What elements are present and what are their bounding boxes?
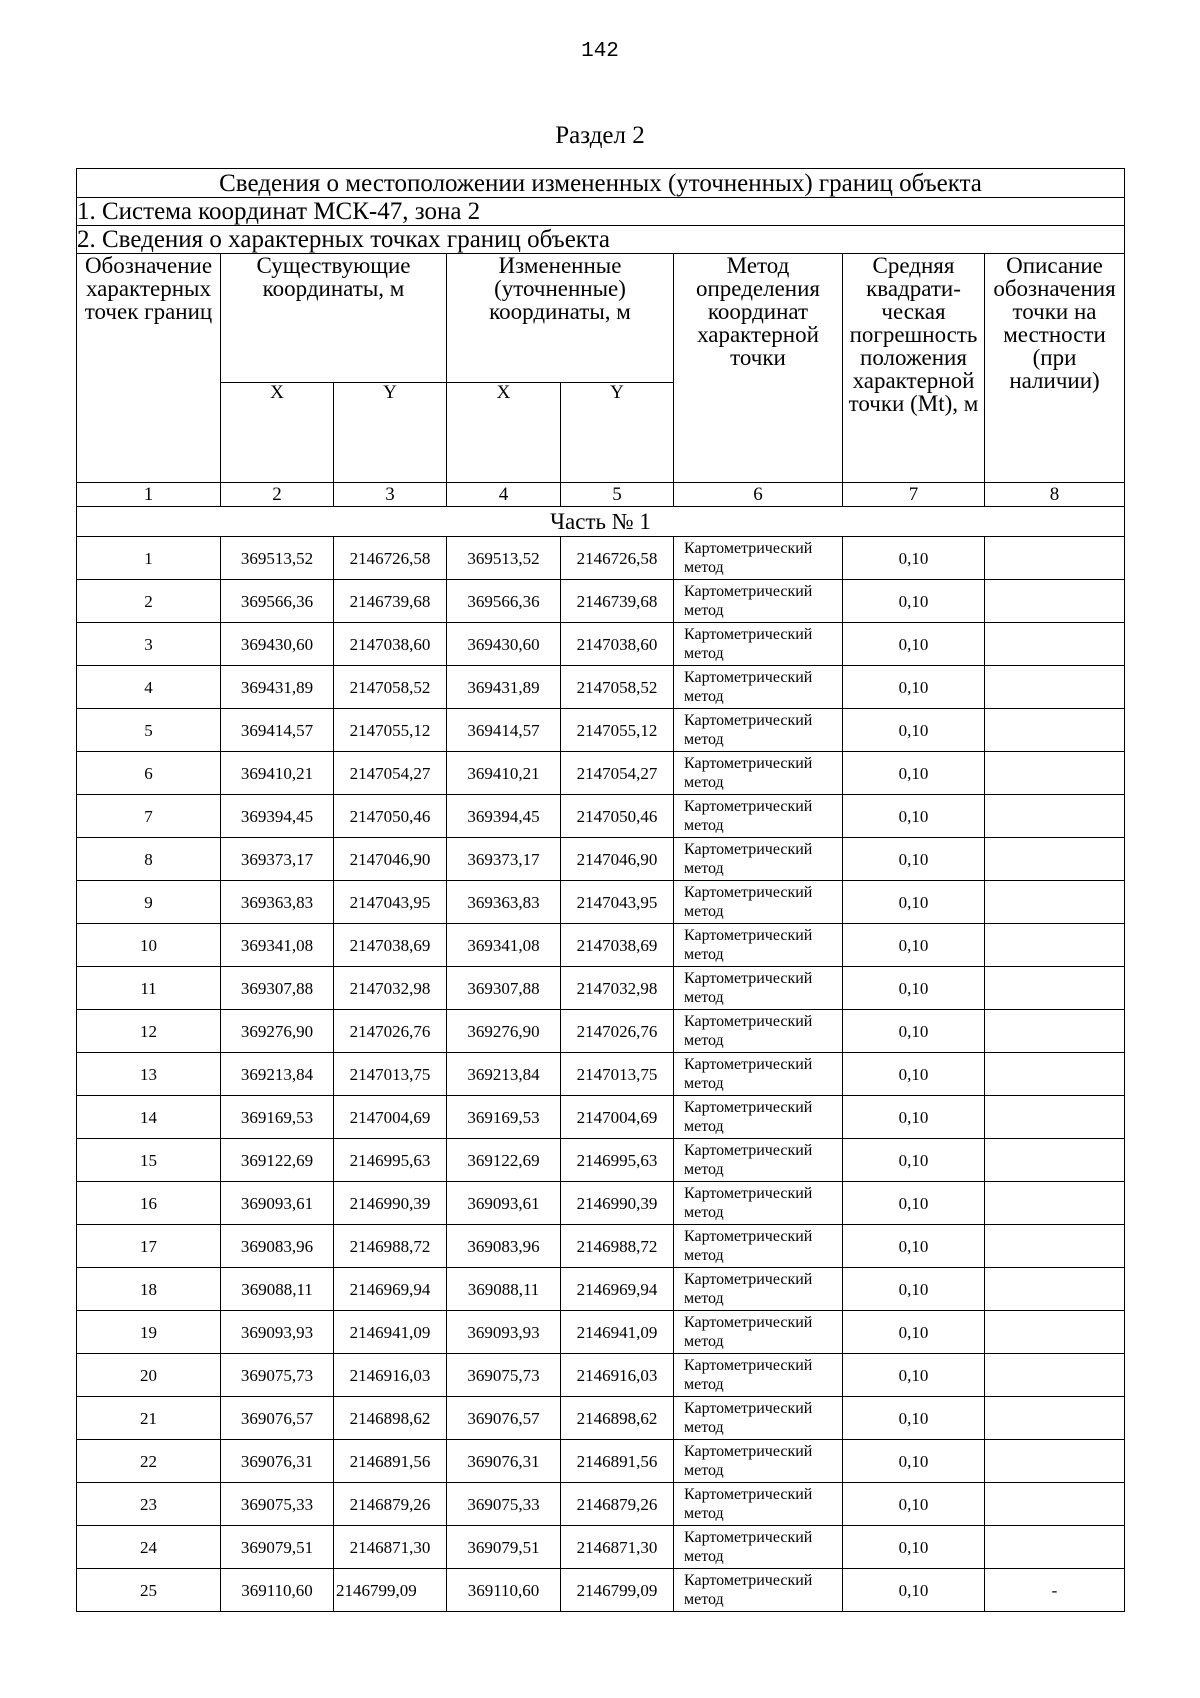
changed-y-cell: 2147026,76 [561, 1010, 674, 1053]
table-row [77, 1440, 1125, 1483]
table-row [77, 537, 1125, 580]
error-cell: 0,10 [843, 1139, 985, 1182]
description-cell [985, 752, 1125, 795]
table-row [77, 580, 1125, 623]
method-cell: Картометрический метод [674, 1268, 843, 1311]
table-row [77, 881, 1125, 924]
point-number-cell: 21 [77, 1397, 221, 1440]
boundary-points-table [76, 168, 1125, 1612]
error-cell: 0,10 [843, 1268, 985, 1311]
existing-x-cell: 369169,53 [221, 1096, 334, 1139]
changed-x-cell: 369079,51 [447, 1526, 561, 1569]
points-heading: 2. Сведения о характерных точках границ объекта [77, 226, 1125, 254]
description-cell: - [985, 1569, 1125, 1612]
description-cell [985, 1440, 1125, 1483]
error-cell: 0,10 [843, 881, 985, 924]
table-row [77, 1268, 1125, 1311]
error-cell: 0,10 [843, 752, 985, 795]
description-cell [985, 1483, 1125, 1526]
page-number: 142 [581, 40, 619, 63]
error-cell: 0,10 [843, 1526, 985, 1569]
changed-y-cell: 2146871,30 [561, 1526, 674, 1569]
column-number-row [77, 483, 1125, 507]
description-cell [985, 1182, 1125, 1225]
changed-y-cell: 2146995,63 [561, 1139, 674, 1182]
column-number: 1 [77, 483, 221, 507]
point-number-cell: 1 [77, 537, 221, 580]
point-number-cell: 19 [77, 1311, 221, 1354]
points-heading-row [77, 226, 1125, 254]
table-row [77, 1311, 1125, 1354]
table-row [77, 1526, 1125, 1569]
table-row [77, 1569, 1125, 1612]
description-cell [985, 666, 1125, 709]
changed-y-cell: 2147050,46 [561, 795, 674, 838]
method-cell: Картометрический метод [674, 1096, 843, 1139]
header-existing: Существующие координаты, м [221, 254, 447, 383]
error-cell: 0,10 [843, 1440, 985, 1483]
changed-x-cell: 369076,57 [447, 1397, 561, 1440]
existing-y-cell: 2146995,63 [334, 1139, 447, 1182]
header-changed-y: Y [561, 383, 674, 483]
existing-x-cell: 369093,93 [221, 1311, 334, 1354]
point-number-cell: 10 [77, 924, 221, 967]
existing-x-cell: 369373,17 [221, 838, 334, 881]
table-row [77, 967, 1125, 1010]
existing-y-cell: 2146879,26 [334, 1483, 447, 1526]
changed-y-cell: 2146726,58 [561, 537, 674, 580]
error-cell: 0,10 [843, 1311, 985, 1354]
changed-y-cell: 2147038,69 [561, 924, 674, 967]
changed-x-cell: 369566,36 [447, 580, 561, 623]
description-cell [985, 881, 1125, 924]
existing-y-cell: 2147038,69 [334, 924, 447, 967]
changed-x-cell: 369341,08 [447, 924, 561, 967]
point-number-cell: 17 [77, 1225, 221, 1268]
changed-y-cell: 2147055,12 [561, 709, 674, 752]
description-cell [985, 1311, 1125, 1354]
changed-y-cell: 2146941,09 [561, 1311, 674, 1354]
method-cell: Картометрический метод [674, 1053, 843, 1096]
description-cell [985, 967, 1125, 1010]
point-number-cell: 2 [77, 580, 221, 623]
existing-y-cell: 2147058,52 [334, 666, 447, 709]
error-cell: 0,10 [843, 838, 985, 881]
changed-x-cell: 369363,83 [447, 881, 561, 924]
error-cell: 0,10 [843, 1397, 985, 1440]
table-row [77, 1483, 1125, 1526]
method-cell: Картометрический метод [674, 1483, 843, 1526]
error-cell: 0,10 [843, 924, 985, 967]
point-number-cell: 8 [77, 838, 221, 881]
existing-x-cell: 369430,60 [221, 623, 334, 666]
changed-x-cell: 369430,60 [447, 623, 561, 666]
method-cell: Картометрический метод [674, 1397, 843, 1440]
description-cell [985, 1354, 1125, 1397]
point-number-cell: 12 [77, 1010, 221, 1053]
header-row [77, 254, 1125, 383]
method-cell: Картометрический метод [674, 1526, 843, 1569]
table-row [77, 752, 1125, 795]
error-cell: 0,10 [843, 623, 985, 666]
error-cell: 0,10 [843, 1354, 985, 1397]
changed-x-cell: 369088,11 [447, 1268, 561, 1311]
existing-y-cell: 2147055,12 [334, 709, 447, 752]
description-cell [985, 1225, 1125, 1268]
description-cell [985, 1397, 1125, 1440]
header-error: Средняя квадрати- ческая погрешность положения характерной точки (Mt), м [843, 254, 985, 483]
method-cell: Картометрический метод [674, 1569, 843, 1612]
changed-y-cell: 2146988,72 [561, 1225, 674, 1268]
column-number: 6 [674, 483, 843, 507]
description-cell [985, 1096, 1125, 1139]
point-number-cell: 20 [77, 1354, 221, 1397]
error-cell: 0,10 [843, 537, 985, 580]
changed-x-cell: 369110,60 [447, 1569, 561, 1612]
changed-y-cell: 2146969,94 [561, 1268, 674, 1311]
changed-x-cell: 369169,53 [447, 1096, 561, 1139]
point-number-cell: 23 [77, 1483, 221, 1526]
description-cell [985, 623, 1125, 666]
column-number: 5 [561, 483, 674, 507]
description-cell [985, 537, 1125, 580]
column-number: 3 [334, 483, 447, 507]
method-cell: Картометрический метод [674, 1225, 843, 1268]
point-number-cell: 22 [77, 1440, 221, 1483]
description-cell [985, 1526, 1125, 1569]
existing-x-cell: 369213,84 [221, 1053, 334, 1096]
changed-x-cell: 369122,69 [447, 1139, 561, 1182]
point-number-cell: 13 [77, 1053, 221, 1096]
existing-x-cell: 369122,69 [221, 1139, 334, 1182]
header-changed: Измененные (уточненные) координаты, м [447, 254, 674, 383]
existing-x-cell: 369394,45 [221, 795, 334, 838]
changed-x-cell: 369093,61 [447, 1182, 561, 1225]
changed-x-cell: 369276,90 [447, 1010, 561, 1053]
changed-x-cell: 369093,93 [447, 1311, 561, 1354]
table-row [77, 709, 1125, 752]
existing-y-cell: 2146871,30 [334, 1526, 447, 1569]
point-number-cell: 11 [77, 967, 221, 1010]
existing-x-cell: 369076,57 [221, 1397, 334, 1440]
coordinate-system-row [77, 198, 1125, 226]
table-row [77, 1139, 1125, 1182]
table-row [77, 838, 1125, 881]
method-cell: Картометрический метод [674, 967, 843, 1010]
point-number-cell: 6 [77, 752, 221, 795]
existing-y-cell: 2146898,62 [334, 1397, 447, 1440]
existing-x-cell: 369431,89 [221, 666, 334, 709]
changed-y-cell: 2146990,39 [561, 1182, 674, 1225]
existing-x-cell: 369414,57 [221, 709, 334, 752]
method-cell: Картометрический метод [674, 838, 843, 881]
changed-x-cell: 369076,31 [447, 1440, 561, 1483]
method-cell: Картометрический метод [674, 881, 843, 924]
description-cell [985, 924, 1125, 967]
existing-y-cell: 2146799,09 [334, 1569, 447, 1612]
existing-x-cell: 369083,96 [221, 1225, 334, 1268]
changed-y-cell: 2147038,60 [561, 623, 674, 666]
changed-x-cell: 369083,96 [447, 1225, 561, 1268]
changed-x-cell: 369075,33 [447, 1483, 561, 1526]
column-number: 8 [985, 483, 1125, 507]
error-cell: 0,10 [843, 967, 985, 1010]
header-designation: Обозначение характерных точек границ [77, 254, 221, 483]
error-cell: 0,10 [843, 1010, 985, 1053]
changed-x-cell: 369410,21 [447, 752, 561, 795]
changed-x-cell: 369373,17 [447, 838, 561, 881]
existing-y-cell: 2147004,69 [334, 1096, 447, 1139]
description-cell [985, 709, 1125, 752]
point-number-cell: 3 [77, 623, 221, 666]
point-number-cell: 16 [77, 1182, 221, 1225]
table-row [77, 1182, 1125, 1225]
changed-x-cell: 369431,89 [447, 666, 561, 709]
existing-x-cell: 369341,08 [221, 924, 334, 967]
existing-x-cell: 369513,52 [221, 537, 334, 580]
existing-y-cell: 2146969,94 [334, 1268, 447, 1311]
method-cell: Картометрический метод [674, 752, 843, 795]
existing-y-cell: 2147050,46 [334, 795, 447, 838]
existing-y-cell: 2146739,68 [334, 580, 447, 623]
table-title: Сведения о местоположении измененных (уточненных) границ объекта [77, 169, 1125, 198]
table-row [77, 666, 1125, 709]
existing-x-cell: 369307,88 [221, 967, 334, 1010]
existing-x-cell: 369088,11 [221, 1268, 334, 1311]
error-cell: 0,10 [843, 795, 985, 838]
error-cell: 0,10 [843, 580, 985, 623]
description-cell [985, 795, 1125, 838]
changed-y-cell: 2147046,90 [561, 838, 674, 881]
error-cell: 0,10 [843, 1096, 985, 1139]
point-number-cell: 25 [77, 1569, 221, 1612]
table-body [77, 169, 1125, 1612]
existing-y-cell: 2147032,98 [334, 967, 447, 1010]
changed-x-cell: 369213,84 [447, 1053, 561, 1096]
method-cell: Картометрический метод [674, 1139, 843, 1182]
point-number-cell: 14 [77, 1096, 221, 1139]
changed-x-cell: 369307,88 [447, 967, 561, 1010]
table-row [77, 924, 1125, 967]
existing-x-cell: 369075,33 [221, 1483, 334, 1526]
existing-y-cell: 2146990,39 [334, 1182, 447, 1225]
existing-x-cell: 369566,36 [221, 580, 334, 623]
existing-x-cell: 369276,90 [221, 1010, 334, 1053]
header-existing-y: Y [334, 383, 447, 483]
existing-y-cell: 2147046,90 [334, 838, 447, 881]
existing-x-cell: 369075,73 [221, 1354, 334, 1397]
changed-x-cell: 369414,57 [447, 709, 561, 752]
existing-x-cell: 369410,21 [221, 752, 334, 795]
changed-x-cell: 369075,73 [447, 1354, 561, 1397]
changed-y-cell: 2146739,68 [561, 580, 674, 623]
changed-y-cell: 2147032,98 [561, 967, 674, 1010]
error-cell: 0,10 [843, 1483, 985, 1526]
existing-y-cell: 2146891,56 [334, 1440, 447, 1483]
column-number: 7 [843, 483, 985, 507]
existing-y-cell: 2146941,09 [334, 1311, 447, 1354]
changed-y-cell: 2146891,56 [561, 1440, 674, 1483]
table-row [77, 795, 1125, 838]
point-number-cell: 4 [77, 666, 221, 709]
error-cell: 0,10 [843, 1053, 985, 1096]
method-cell: Картометрический метод [674, 580, 843, 623]
method-cell: Картометрический метод [674, 1010, 843, 1053]
method-cell: Картометрический метод [674, 1354, 843, 1397]
existing-x-cell: 369079,51 [221, 1526, 334, 1569]
existing-y-cell: 2146988,72 [334, 1225, 447, 1268]
point-number-cell: 24 [77, 1526, 221, 1569]
header-description: Описание обозначения точки на местности (при наличии) [985, 254, 1125, 483]
table-row [77, 1397, 1125, 1440]
changed-y-cell: 2147058,52 [561, 666, 674, 709]
point-number-cell: 7 [77, 795, 221, 838]
existing-y-cell: 2146916,03 [334, 1354, 447, 1397]
table-row [77, 1010, 1125, 1053]
existing-y-cell: 2147026,76 [334, 1010, 447, 1053]
table-row [77, 1053, 1125, 1096]
column-number: 2 [221, 483, 334, 507]
error-cell: 0,10 [843, 1225, 985, 1268]
error-cell: 0,10 [843, 709, 985, 752]
table-row [77, 623, 1125, 666]
changed-y-cell: 2146879,26 [561, 1483, 674, 1526]
changed-y-cell: 2146898,62 [561, 1397, 674, 1440]
header-changed-x: X [447, 383, 561, 483]
point-number-cell: 9 [77, 881, 221, 924]
description-cell [985, 838, 1125, 881]
changed-y-cell: 2146799,09 [561, 1569, 674, 1612]
table-row [77, 1096, 1125, 1139]
method-cell: Картометрический метод [674, 1182, 843, 1225]
point-number-cell: 18 [77, 1268, 221, 1311]
existing-y-cell: 2147038,60 [334, 623, 447, 666]
header-method: Метод определения координат характерной точки [674, 254, 843, 483]
description-cell [985, 1139, 1125, 1182]
method-cell: Картометрический метод [674, 709, 843, 752]
changed-y-cell: 2147004,69 [561, 1096, 674, 1139]
existing-y-cell: 2146726,58 [334, 537, 447, 580]
table-title-row [77, 169, 1125, 198]
existing-x-cell: 369363,83 [221, 881, 334, 924]
changed-y-cell: 2147013,75 [561, 1053, 674, 1096]
part-row [77, 507, 1125, 537]
existing-x-cell: 369093,61 [221, 1182, 334, 1225]
error-cell: 0,10 [843, 1182, 985, 1225]
method-cell: Картометрический метод [674, 795, 843, 838]
description-cell [985, 1010, 1125, 1053]
error-cell: 0,10 [843, 666, 985, 709]
changed-x-cell: 369394,45 [447, 795, 561, 838]
existing-y-cell: 2147013,75 [334, 1053, 447, 1096]
existing-x-cell: 369110,60 [221, 1569, 334, 1612]
description-cell [985, 580, 1125, 623]
description-cell [985, 1268, 1125, 1311]
changed-x-cell: 369513,52 [447, 537, 561, 580]
description-cell [985, 1053, 1125, 1096]
header-existing-x: X [221, 383, 334, 483]
method-cell: Картометрический метод [674, 924, 843, 967]
method-cell: Картометрический метод [674, 1440, 843, 1483]
existing-y-cell: 2147054,27 [334, 752, 447, 795]
method-cell: Картометрический метод [674, 537, 843, 580]
method-cell: Картометрический метод [674, 1311, 843, 1354]
table-row [77, 1354, 1125, 1397]
column-number: 4 [447, 483, 561, 507]
table-row [77, 1225, 1125, 1268]
part-label: Часть № 1 [77, 507, 1125, 537]
existing-y-cell: 2147043,95 [334, 881, 447, 924]
method-cell: Картометрический метод [674, 623, 843, 666]
point-number-cell: 5 [77, 709, 221, 752]
changed-y-cell: 2147054,27 [561, 752, 674, 795]
method-cell: Картометрический метод [674, 666, 843, 709]
point-number-cell: 15 [77, 1139, 221, 1182]
error-cell: 0,10 [843, 1569, 985, 1612]
changed-y-cell: 2147043,95 [561, 881, 674, 924]
changed-y-cell: 2146916,03 [561, 1354, 674, 1397]
coordinate-system: 1. Система координат МСК-47, зона 2 [77, 198, 1125, 226]
existing-x-cell: 369076,31 [221, 1440, 334, 1483]
section-title: Раздел 2 [555, 122, 645, 149]
